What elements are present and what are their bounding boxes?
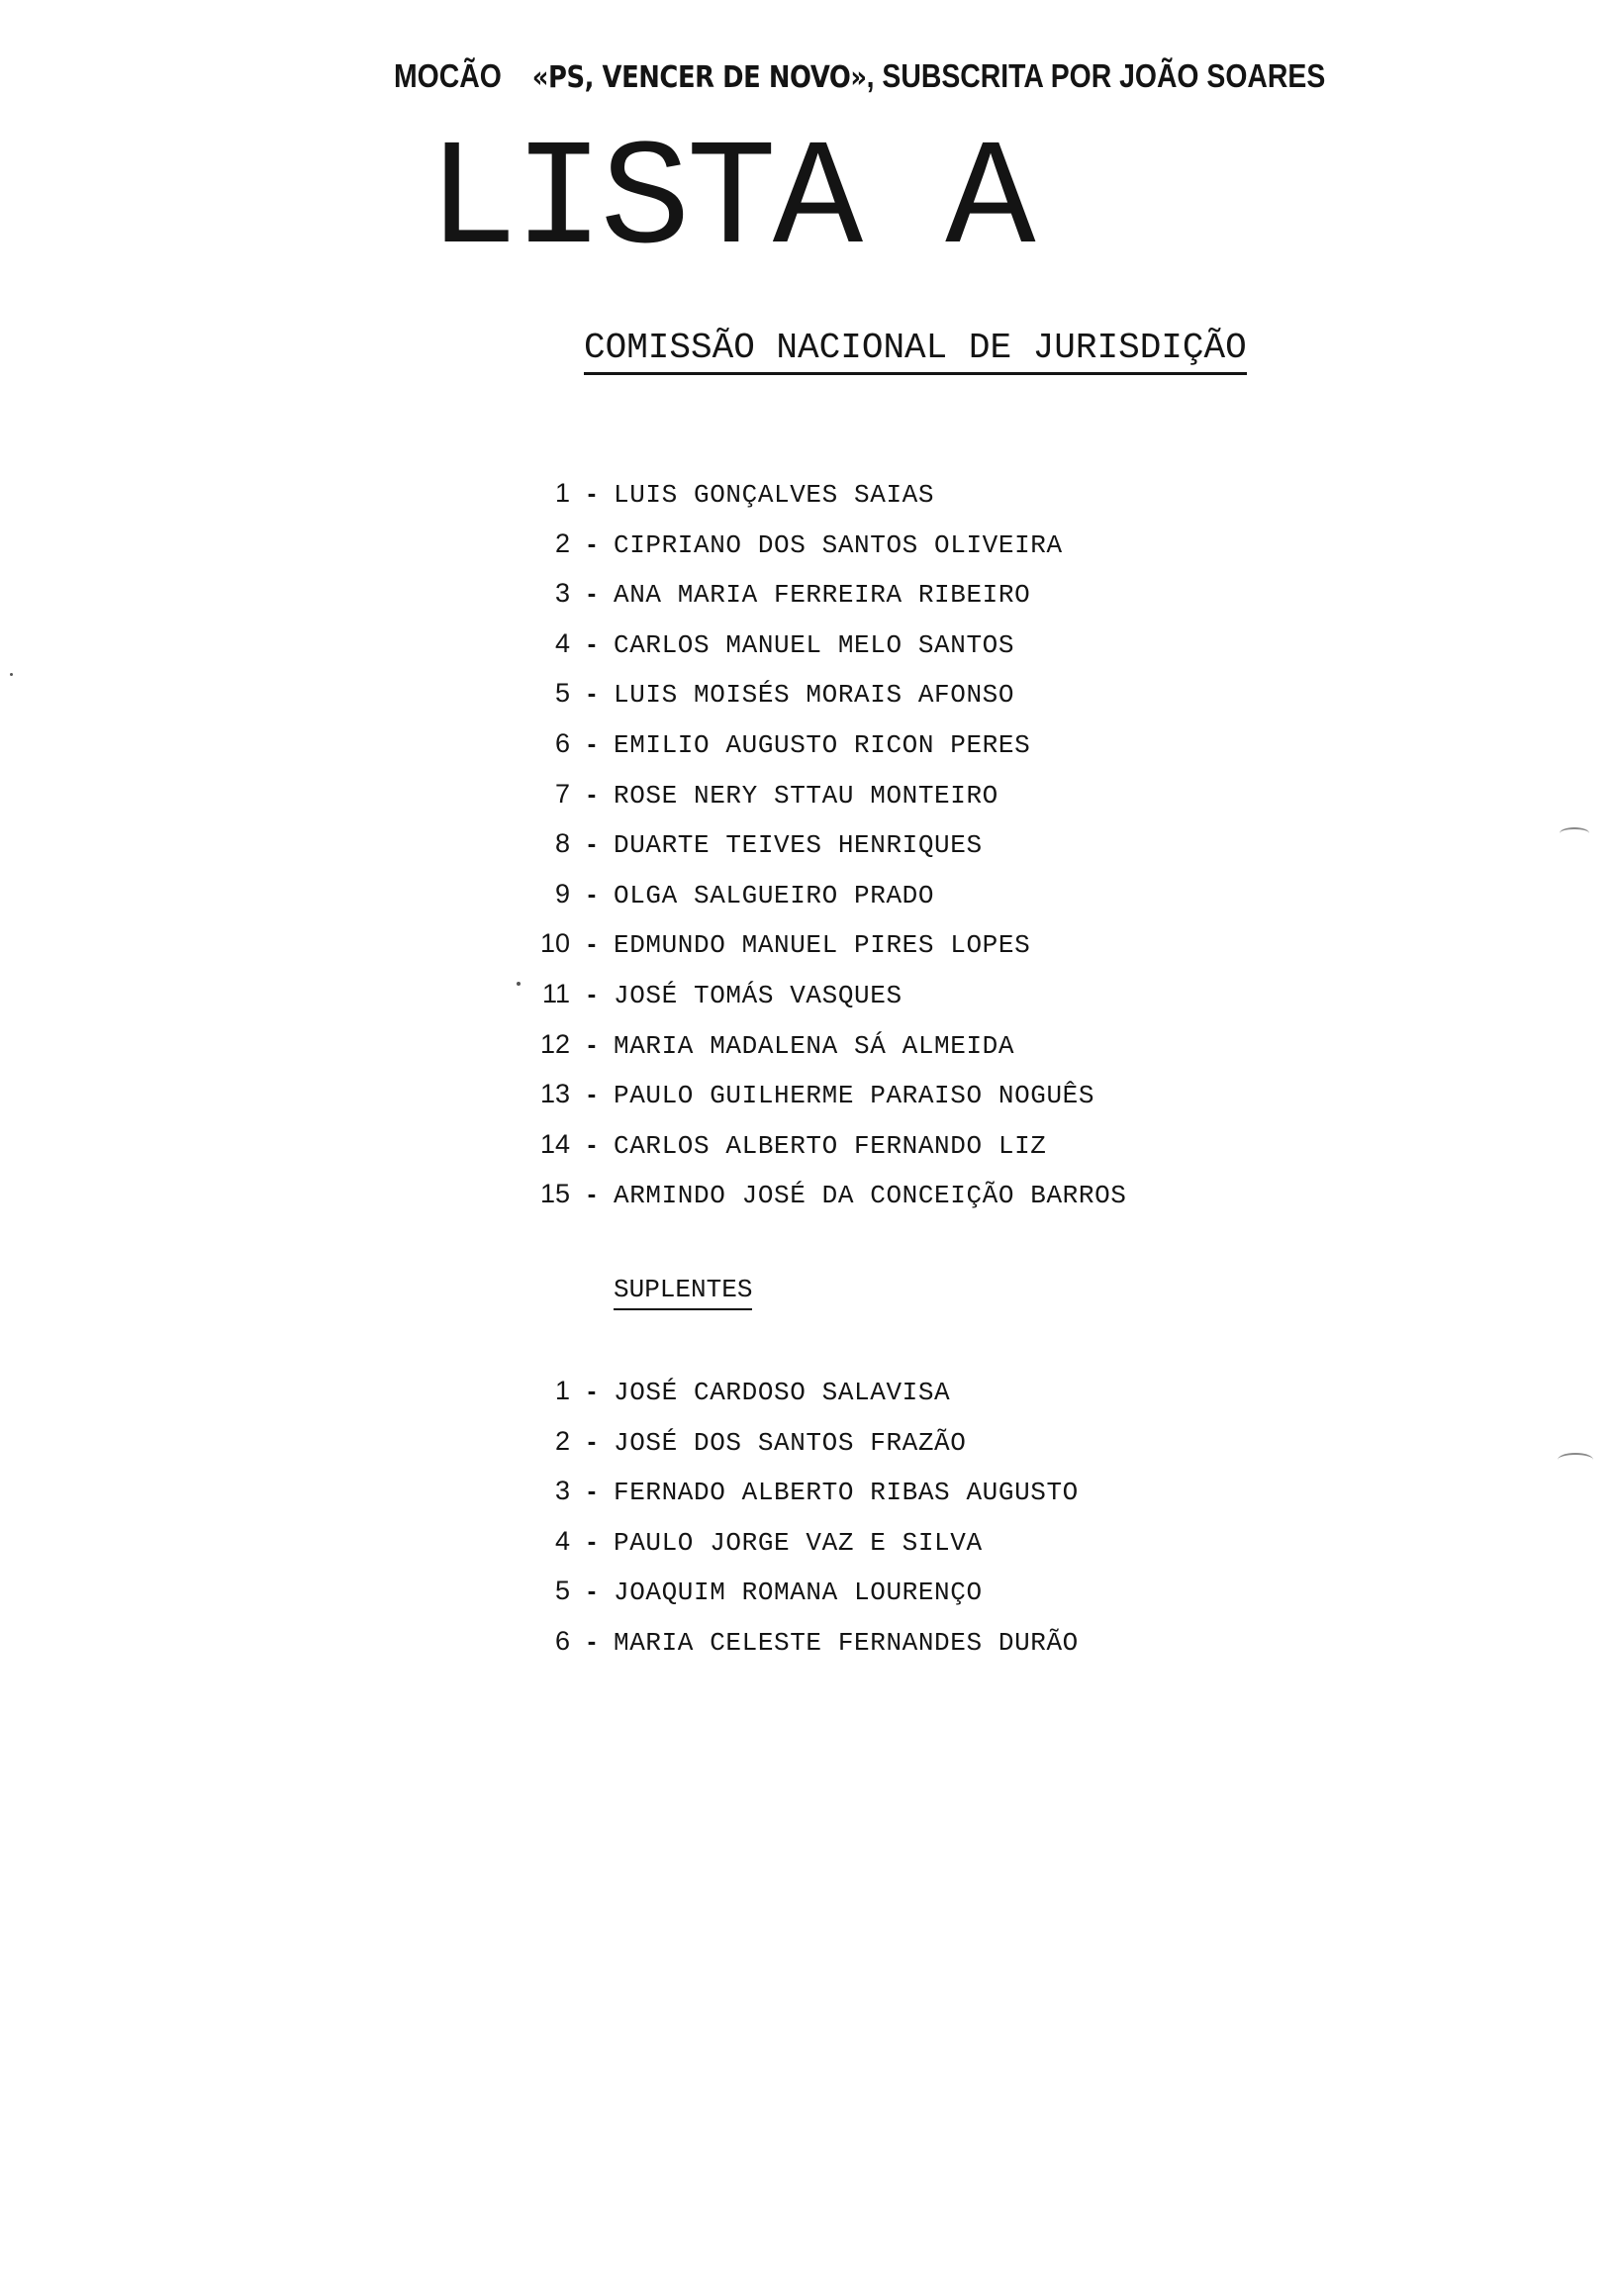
list-item [524, 923, 1126, 974]
item-number: 2 [554, 1425, 570, 1456]
item-separator: - [587, 1028, 597, 1059]
item-name: JOSÉ DOS SANTOS FRAZÃO [614, 1427, 967, 1458]
item-name: MARIA CELESTE FERNANDES DURÃO [614, 1627, 1079, 1658]
item-number: 3 [554, 1476, 570, 1506]
item-separator: - [587, 478, 597, 508]
list-item [524, 823, 1126, 874]
item-number: 3 [554, 578, 570, 609]
item-number: 5 [554, 1576, 570, 1606]
item-number: 10 [539, 928, 570, 959]
item-number: 4 [554, 627, 570, 658]
list-item [524, 524, 1126, 574]
item-number: 5 [554, 678, 570, 709]
header-prefix: MOCÃO [394, 57, 502, 94]
item-name: MARIA MADALENA SÁ ALMEIDA [614, 1030, 1015, 1061]
item-name: DUARTE TEIVES HENRIQUES [614, 830, 983, 861]
item-name: LUIS GONÇALVES SAIAS [614, 480, 935, 510]
item-name: FERNADO ALBERTO RIBAS AUGUSTO [614, 1478, 1079, 1508]
item-number: 6 [554, 727, 570, 758]
item-name: JOSÉ TOMÁS VASQUES [614, 980, 902, 1010]
item-separator: - [587, 878, 597, 909]
scan-speck [10, 673, 13, 676]
page-title: LISTA A [428, 116, 1032, 287]
item-separator: - [587, 627, 597, 658]
list-item [524, 723, 1126, 774]
item-separator: - [587, 828, 597, 859]
item-name: CARLOS MANUEL MELO SANTOS [614, 629, 1015, 660]
item-separator: - [587, 1525, 597, 1556]
list-item [524, 774, 1126, 824]
list-item [524, 1371, 1079, 1421]
item-number: 8 [554, 828, 570, 859]
item-number: 1 [554, 478, 570, 508]
item-separator: - [587, 727, 597, 758]
substitutes-heading: SUPLENTES [614, 1273, 752, 1310]
members-list [524, 473, 1126, 1224]
item-number: 7 [554, 778, 570, 809]
list-item [524, 1124, 1126, 1175]
list-item [524, 874, 1126, 924]
item-number: 15 [539, 1179, 570, 1209]
item-name: PAULO GUILHERME PARAISO NOGUÊS [614, 1081, 1095, 1111]
item-separator: - [587, 1179, 597, 1209]
item-separator: - [587, 578, 597, 609]
item-separator: - [587, 527, 597, 558]
list-item [524, 1621, 1079, 1672]
item-separator: - [587, 978, 597, 1008]
item-name: OLGA SALGUEIRO PRADO [614, 880, 935, 910]
item-name: ARMINDO JOSÉ DA CONCEIÇÃO BARROS [614, 1181, 1127, 1211]
item-separator: - [587, 1476, 597, 1506]
item-number: 1 [554, 1376, 570, 1405]
list-item [524, 573, 1126, 623]
item-name: CIPRIANO DOS SANTOS OLIVEIRA [614, 529, 1063, 560]
item-name: CARLOS ALBERTO FERNANDO LIZ [614, 1130, 1047, 1161]
item-name: ROSE NERY STTAU MONTEIRO [614, 780, 998, 811]
list-item [524, 1174, 1126, 1224]
list-item [524, 1571, 1079, 1621]
item-separator: - [587, 1425, 597, 1456]
item-name: ANA MARIA FERREIRA RIBEIRO [614, 580, 1031, 611]
list-item [524, 473, 1126, 524]
list-item [524, 1074, 1126, 1124]
list-item [524, 1421, 1079, 1472]
item-separator: - [587, 778, 597, 809]
item-number: 6 [554, 1625, 570, 1656]
item-name: EMILIO AUGUSTO RICON PERES [614, 729, 1031, 760]
item-name: LUIS MOISÉS MORAIS AFONSO [614, 680, 1015, 711]
section-title: COMISSÃO NACIONAL DE JURISDIÇÃO [584, 329, 1247, 375]
item-name: JOSÉ CARDOSO SALAVISA [614, 1378, 951, 1407]
item-number: 13 [539, 1079, 570, 1109]
header-suffix: , SUBSCRITA POR JOÃO SOARES [866, 57, 1326, 94]
substitutes-list [524, 1371, 1079, 1672]
item-separator: - [587, 1079, 597, 1109]
list-item [524, 1521, 1079, 1572]
item-separator: - [587, 928, 597, 959]
list-item [524, 1471, 1079, 1521]
scan-scratch [1558, 1453, 1593, 1467]
item-separator: - [587, 678, 597, 709]
item-number: 11 [541, 978, 570, 1008]
item-number: 9 [554, 878, 570, 909]
item-number: 14 [539, 1128, 570, 1159]
motion-header [394, 57, 1325, 95]
item-name: PAULO JORGE VAZ E SILVA [614, 1527, 983, 1558]
scan-scratch [1560, 827, 1589, 839]
list-item [524, 1024, 1126, 1075]
item-separator: - [587, 1576, 597, 1606]
item-name: EDMUNDO MANUEL PIRES LOPES [614, 930, 1031, 961]
header-motto: «PS, VENCER DE NOVO» [531, 60, 867, 95]
item-name: JOAQUIM ROMANA LOURENÇO [614, 1578, 983, 1608]
item-separator: - [587, 1128, 597, 1159]
scan-speck [517, 982, 521, 986]
item-number: 12 [539, 1028, 570, 1059]
list-item [524, 974, 1126, 1024]
item-separator: - [587, 1625, 597, 1656]
list-item [524, 623, 1126, 674]
item-number: 4 [554, 1525, 570, 1556]
item-separator: - [587, 1376, 597, 1405]
item-number: 2 [554, 527, 570, 558]
list-item [524, 673, 1126, 723]
